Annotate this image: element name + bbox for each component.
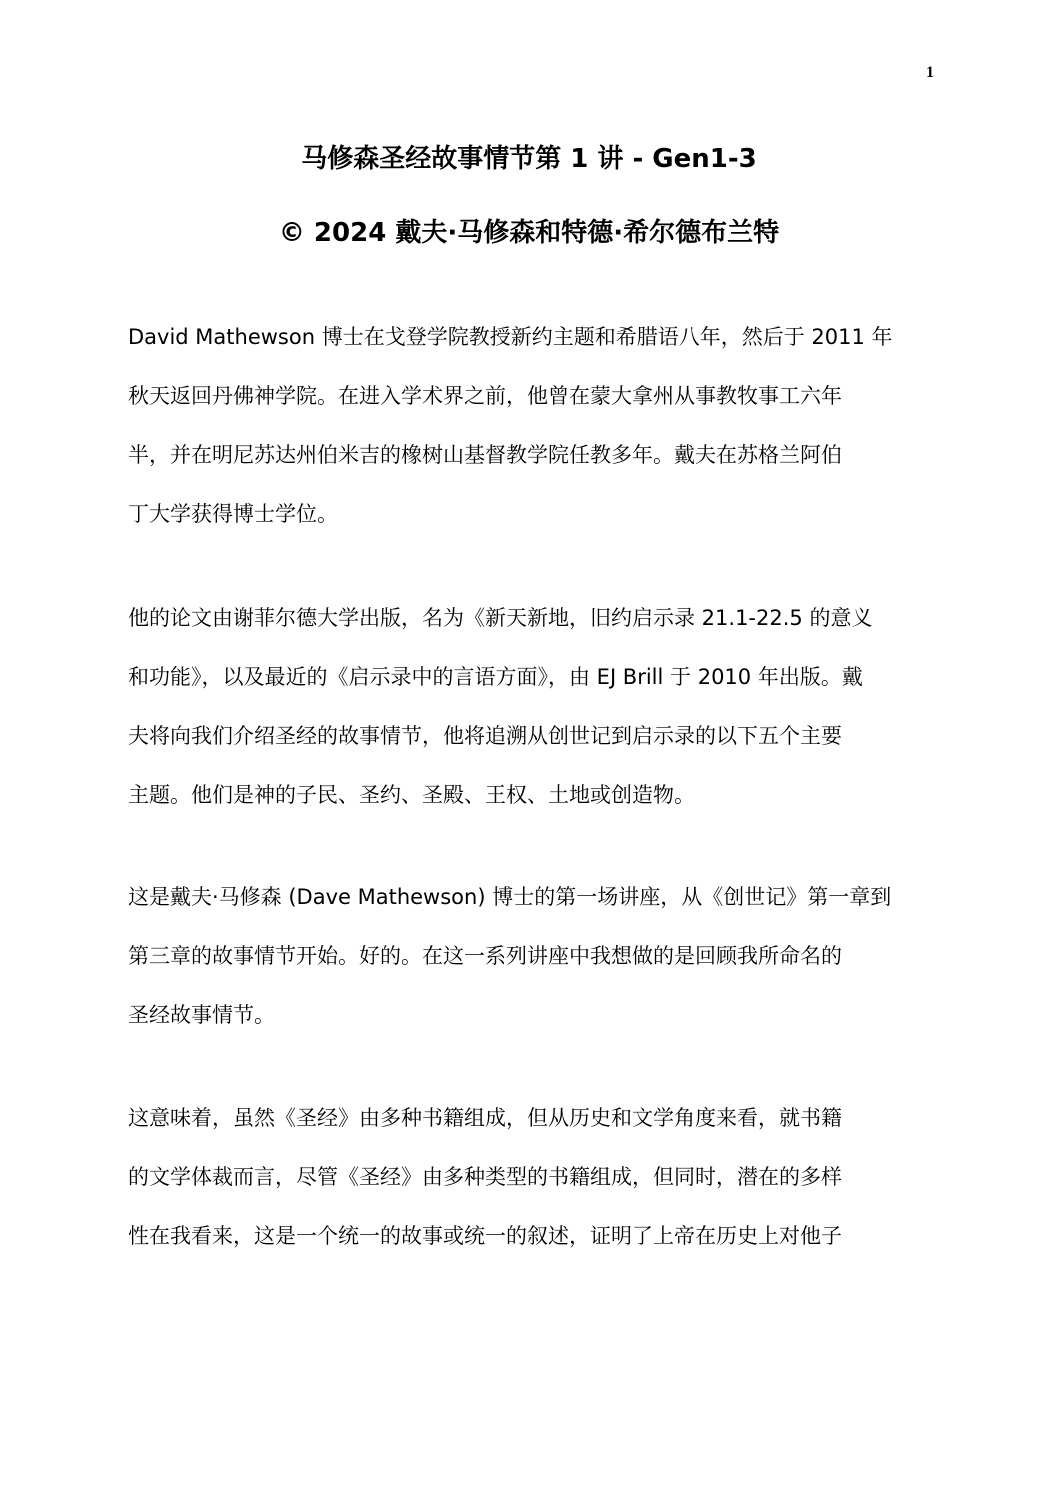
paragraph-storyline xyxy=(128,1089,928,1266)
paragraph-line: 和功能》，以及最近的《启示录中的言语方面》，由 EJ Brill 于 2010 年出版。戴 xyxy=(128,665,863,689)
copyright-line: © 2024 戴夫·马修森和特德·希尔德布兰特 xyxy=(278,218,780,248)
paragraph-line: 的文学体裁而言，尽管《圣经》由多种类型的书籍组成，但同时，潜在的多样 xyxy=(128,1165,842,1189)
paragraph-line: 秋天返回丹佛神学院。在进入学术界之前，他曾在蒙大拿州从事教牧事工六年 xyxy=(128,384,842,408)
paragraph-bio xyxy=(128,308,928,544)
paragraph-line: 圣经故事情节。 xyxy=(128,1003,275,1027)
paragraph-line: 这意味着，虽然《圣经》由多种书籍组成，但从历史和文学角度来看，就书籍 xyxy=(128,1106,842,1130)
paragraph-line: 半，并在明尼苏达州伯米吉的橡树山基督教学院任教多年。戴夫在苏格兰阿伯 xyxy=(128,443,842,467)
paragraph-line: 他的论文由谢菲尔德大学出版，名为《新天新地，旧约启示录 21.1-22.5 的意义 xyxy=(128,606,873,630)
paragraph-line: 夫将向我们介绍圣经的故事情节，他将追溯从创世记到启示录的以下五个主要 xyxy=(128,724,842,748)
paragraph-publications xyxy=(128,589,928,825)
paragraph-line: David Mathewson 博士在戈登学院教授新约主题和希腊语八年，然后于 2011 年 xyxy=(128,325,893,349)
paragraph-line: 这是戴夫·马修森 (Dave Mathewson) 博士的第一场讲座，从《创世记》第一章到 xyxy=(128,885,892,909)
paragraph-line: 第三章的故事情节开始。好的。在这一系列讲座中我想做的是回顾我所命名的 xyxy=(128,944,842,968)
paragraph-line: 主题。他们是神的子民、圣约、圣殿、王权、土地或创造物。 xyxy=(128,783,695,807)
document-title: 马修森圣经故事情节第 1 讲 - Gen1-3 xyxy=(301,144,757,174)
paragraph-line: 丁大学获得博士学位。 xyxy=(128,502,338,526)
paragraph-line: 性在我看来，这是一个统一的故事或统一的叙述，证明了上帝在历史上对他子 xyxy=(128,1224,842,1248)
paragraph-lecture-intro xyxy=(128,868,928,1045)
page-number: 1 xyxy=(926,64,934,81)
